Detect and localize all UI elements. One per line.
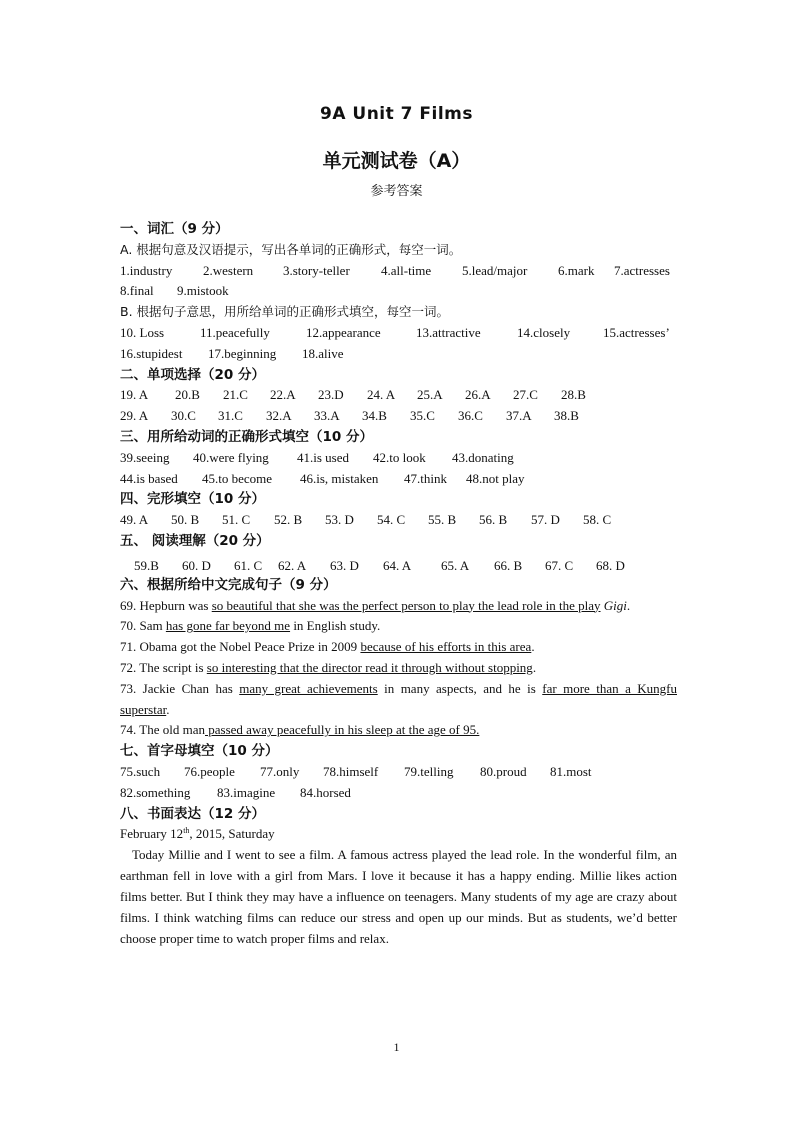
answer-item: 19. A [120,387,149,403]
answer-item: 39.seeing [120,449,170,465]
sentence-text: 74. The old man [120,722,205,738]
sentence-71 [120,637,677,658]
answer-underlined: passed away peacefully in his sleep at the age of 95. [204,722,480,738]
instruction: B. 根据句子意思，用所给单词的正确形式填空，每空一词。 [120,304,450,320]
answer-item: 67. C [545,557,574,573]
answer-item: 21.C [223,387,248,403]
answer-underlined: many great achievements [239,680,378,696]
answer-item: 51. C [222,512,251,528]
answer-item: 81.most [550,763,592,779]
answer-item: 8.final [120,283,154,299]
answer-row [120,261,677,282]
answer-item: 58. C [583,512,612,528]
answer-item: 48.not play [466,470,525,486]
essay-paragraph: Today Millie and I went to see a film. A famous actress played the lead role. In the wonderful film, an earthman fell in love with a girl from Mars. I love it because it has a happy ending. Millie likes action films better. But I think they may have a influence on teenagers. Many students of my age are crazy about films. I think watching films can reduce our stress and open up our minds. But as students, we’d better choose proper time to watch proper films and relax. [120,847,677,946]
sentence-73 [120,679,677,700]
essay-date [120,824,677,845]
answer-item: 66. B [494,557,523,573]
answer-item: 13.attractive [416,324,481,340]
section-heading: 四、完形填空（10 分） [120,491,265,508]
answer-item: 29. A [120,408,149,424]
section-heading: 一、词汇（9 分） [120,221,229,237]
answer-item: 2.western [203,262,254,278]
answer-content [120,219,677,950]
answer-item: 33.A [314,408,340,424]
answer-item: 62. A [278,557,307,573]
answer-row [120,783,677,804]
answer-item: 56. B [479,512,508,528]
answer-item: 76.people [184,763,235,779]
page-number: 1 [393,1040,400,1054]
answer-item: 45.to become [202,470,273,486]
sentence-text: . [531,639,535,655]
answer-row [120,552,677,575]
answer-item: 42.to look [373,449,426,465]
answer-item: 50. B [171,512,200,528]
sentence-74 [120,720,677,741]
date-text: , 2015, Saturday [189,826,275,842]
section-heading: 七、首字母填空（10 分） [120,743,279,760]
instruction: A. 根据句意及汉语提示，写出各单词的正确形式，每空一词。 [120,241,462,257]
sentence-text: in English study. [290,618,381,634]
answer-item: 63. D [330,557,359,573]
sentence-text: 73. Jackie Chan has [120,680,240,696]
answer-item: 10. Loss [120,324,165,340]
sentence-text: 71. Obama got the Nobel Peace Prize in 2009 [120,639,361,655]
answer-item: 82.something [120,784,191,800]
answer-item: 16.stupidest [120,345,183,361]
answer-item: 14.closely [517,324,571,340]
answer-item: 23.D [318,387,344,403]
document-subtitle: 单元测试卷（A） [322,150,471,172]
answer-underlined: so interesting that the director read it through without stopping [206,659,533,675]
answer-key-label: 参考答案 [370,184,423,199]
answer-item: 24. A [367,387,396,403]
answer-item: 44.is based [120,470,178,486]
section-heading: 六、根据所给中文完成句子（9 分） [120,576,337,593]
answer-item: 4.all-time [381,262,432,278]
answer-item: 84.horsed [300,784,351,800]
answer-item: 7.actresses [614,262,670,278]
answer-row [120,469,677,490]
sentence-text: 70. Sam [120,618,166,634]
answer-item: 22.A [270,387,296,403]
answer-underlined: because of his efforts in this area [360,639,532,655]
answer-item: 35.C [410,408,435,424]
answer-item: 55. B [428,512,457,528]
answer-item: 41.is used [297,449,349,465]
answer-item: 47.think [404,470,447,486]
answer-item: 37.A [506,408,532,424]
answer-item: 1.industry [120,262,173,278]
sentence-72 [120,658,677,679]
section-heading: 二、单项选择（20 分） [120,366,265,383]
section-heading: 五、 阅读理解（20 分） [120,532,270,549]
answer-row [120,344,677,365]
answer-item: 52. B [274,512,303,528]
answer-item: 53. D [325,512,354,528]
document-title: 9A Unit 7 Films [319,104,474,124]
sentence-text: . [532,659,537,675]
answer-item: 26.A [465,387,491,403]
date-superscript: th [183,826,190,836]
answer-item: 64. A [383,557,412,573]
answer-item: 59.B [134,557,159,573]
answer-item: 61. C [234,557,263,573]
answer-item: 46.is, mistaken [300,470,379,486]
answer-item: 36.C [458,408,483,424]
answer-item: 57. D [531,512,560,528]
answer-item: 20.B [175,387,200,403]
answer-row [120,385,677,406]
date-text: February 12 [120,826,184,842]
answer-item: 68. D [596,557,625,573]
answer-item: 30.C [171,408,196,424]
answer-item: 78.himself [323,763,379,779]
answer-item: 31.C [218,408,243,424]
answer-item: 12.appearance [306,324,381,340]
sentence-text: 69. Hepburn was [120,597,212,613]
answer-underlined: so beautiful that she was the perfect person to play the lead role in the play [211,597,601,613]
answer-item: 80.proud [480,763,527,779]
sentence-text: . [166,701,170,717]
answer-item: 79.telling [404,763,454,779]
sentence-text: in many aspects, and he is [377,680,543,696]
answer-item: 43.donating [452,449,514,465]
answer-row [120,510,677,531]
answer-item: 3.story-teller [283,262,350,278]
answer-item: 75.such [120,763,161,779]
answer-item: 54. C [377,512,406,528]
answer-item: 9.mistook [177,283,229,299]
sentence-text: . [626,597,631,613]
section-heading: 八、书面表达（12 分） [120,805,265,822]
answer-item: 11.peacefully [200,324,270,340]
sentence-text-italic: Gigi [603,597,627,613]
answer-row [120,406,677,427]
answer-item: 27.C [513,387,538,403]
answer-row [120,448,677,469]
answer-item: 65. A [441,557,470,573]
answer-item: 49. A [120,512,149,528]
answer-item: 83.imagine [217,784,276,800]
answer-item: 40.were flying [193,449,269,465]
answer-item: 25.A [417,387,443,403]
answer-underlined: superstar [120,701,167,717]
sentence-text: 72. The script is [120,659,207,675]
answer-item: 77.only [260,763,300,779]
answer-item: 34.B [362,408,387,424]
answer-item: 32.A [266,408,292,424]
answer-underlined: far more than a Kungfu [542,680,677,696]
answer-item: 15.actresses’ [603,324,670,340]
answer-item: 38.B [554,408,579,424]
answer-item: 28.B [561,387,586,403]
section-heading: 三、用所给动词的正确形式填空（10 分） [120,428,373,445]
answer-item: 6.mark [558,262,595,278]
answer-item: 18.alive [302,345,344,361]
answer-item: 5.lead/major [462,262,528,278]
sentence-70 [120,616,677,637]
answer-underlined: has gone far beyond me [165,618,291,634]
answer-row [120,323,677,344]
answer-item: 60. D [182,557,211,573]
answer-row [120,281,677,302]
sentence-69 [120,596,677,617]
answer-item: 17.beginning [208,345,277,361]
sentence-73-cont [120,700,677,721]
answer-row [120,762,677,783]
